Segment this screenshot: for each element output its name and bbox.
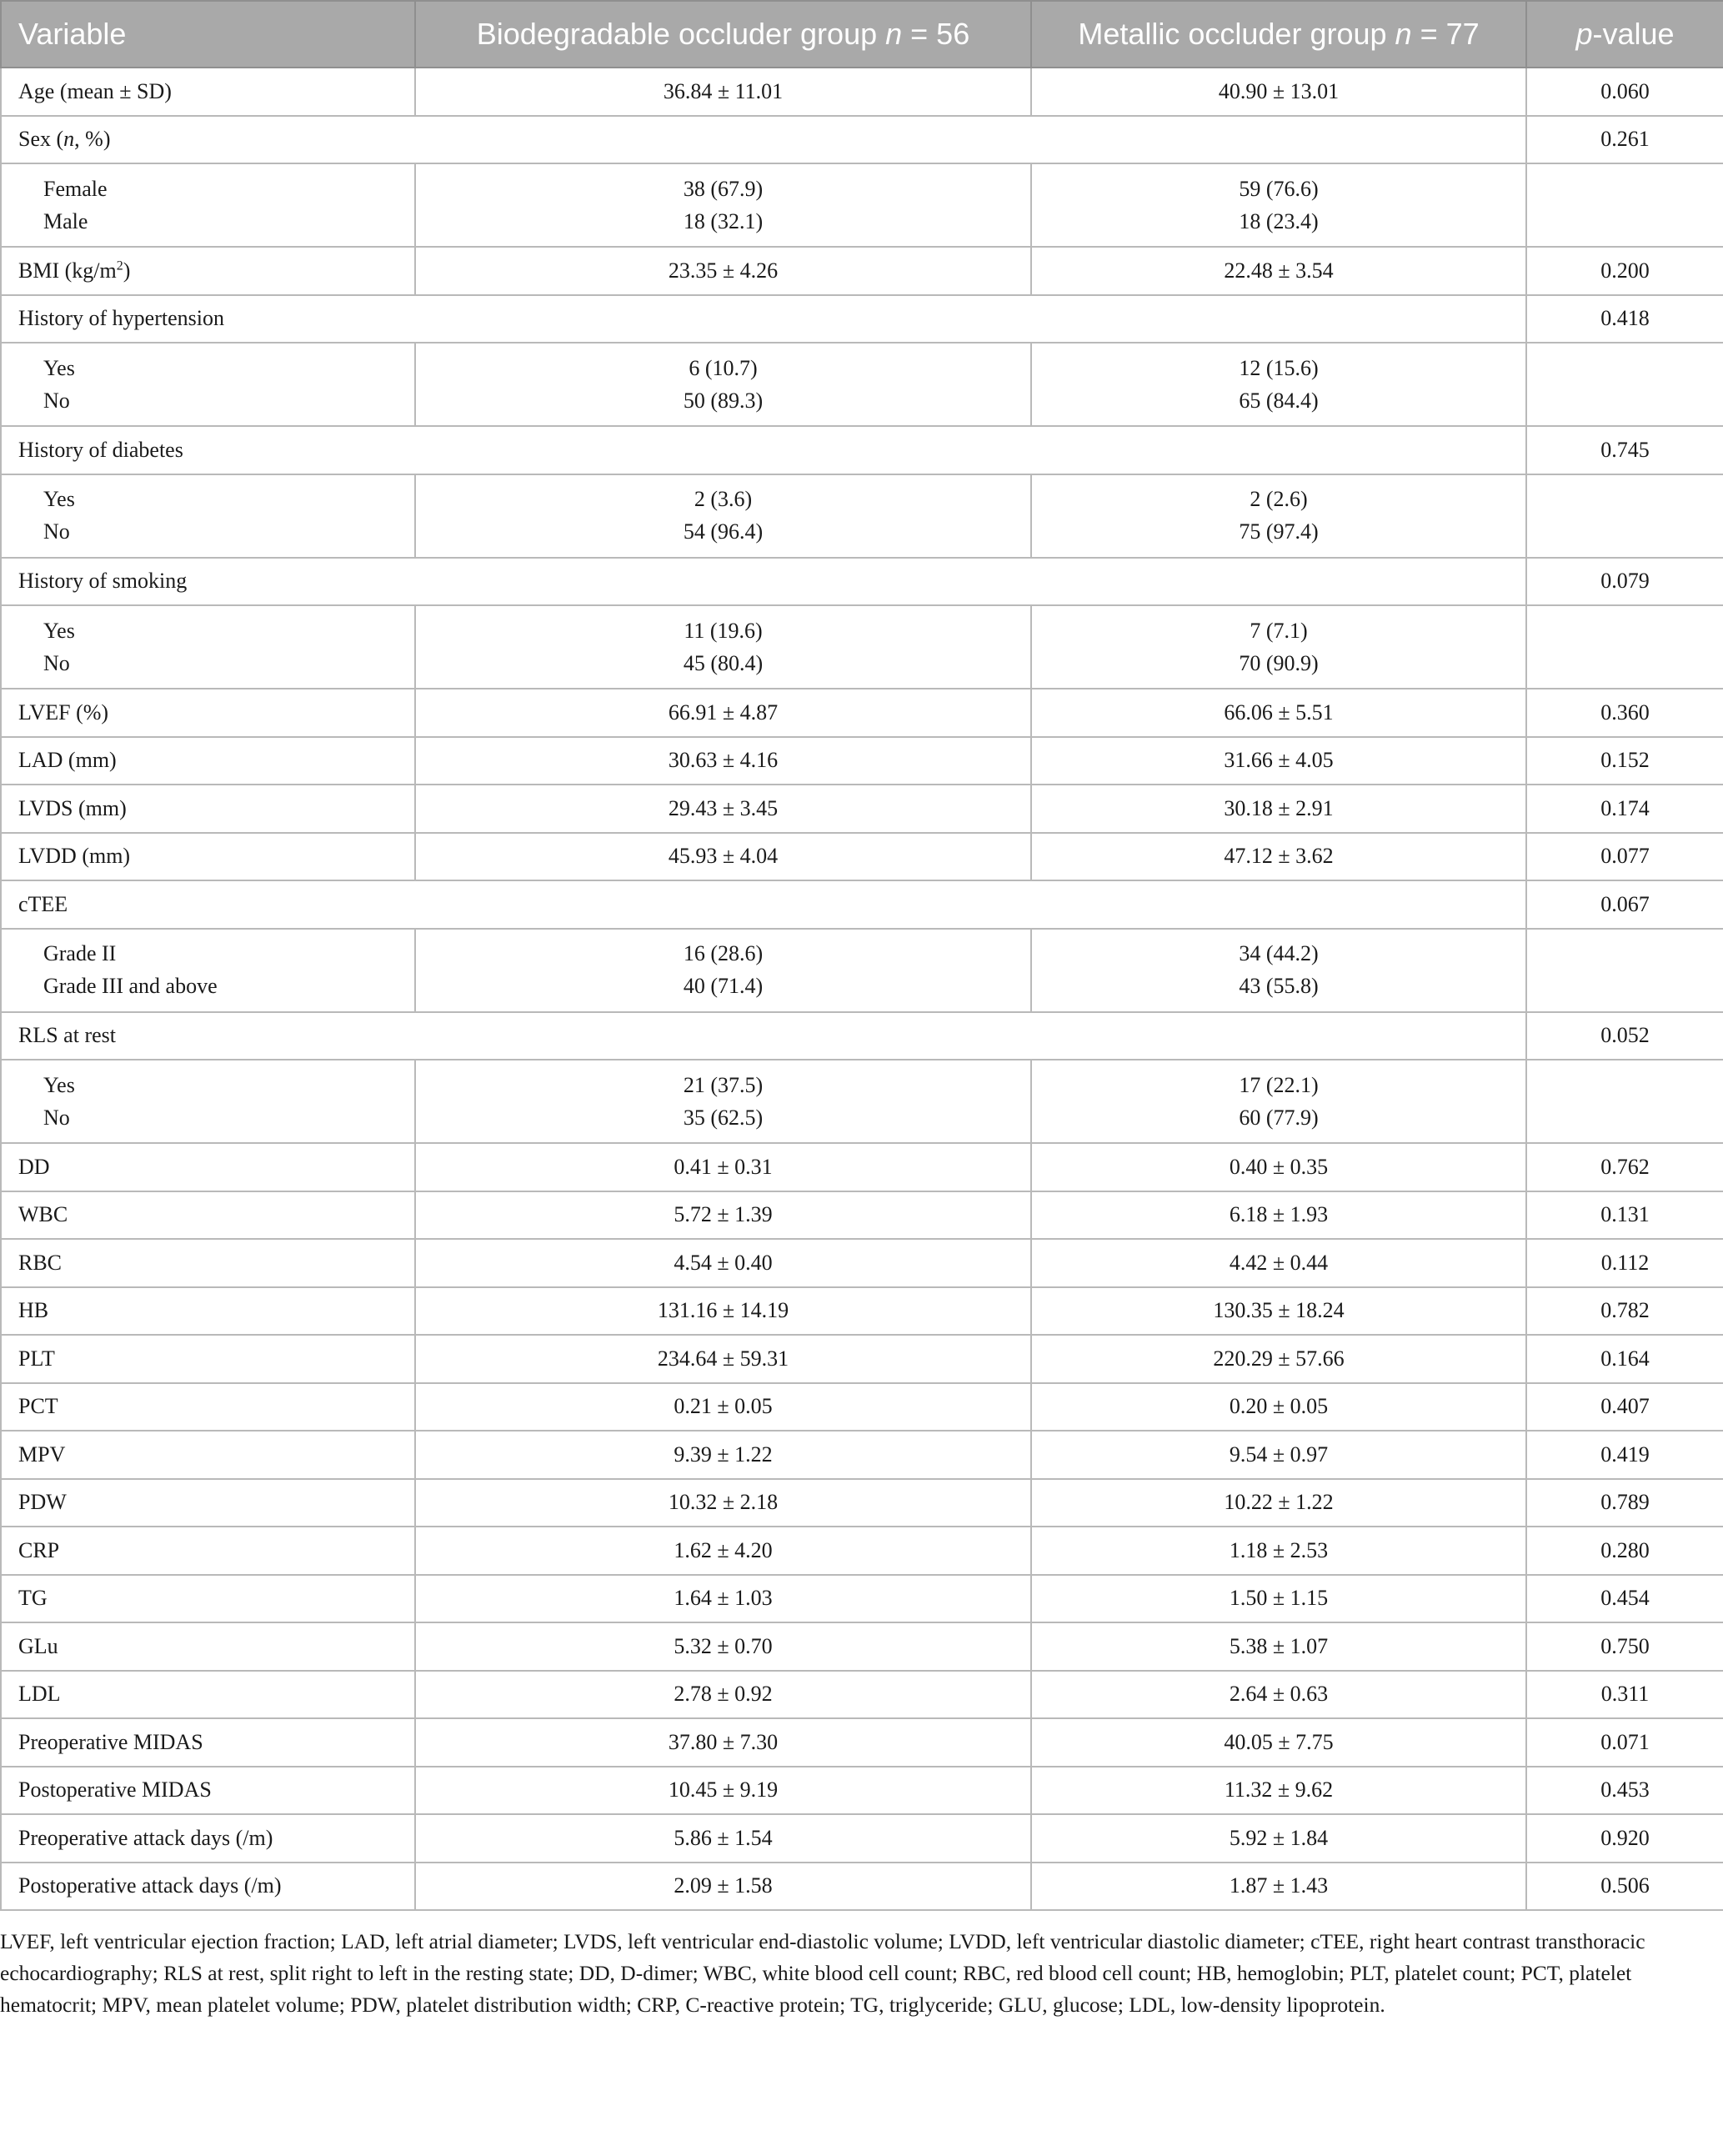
row-label: PCT [1,1383,415,1431]
header-metallic-group [1031,1,1526,68]
row-label: GLu [1,1622,415,1671]
table-row [1,116,1723,164]
p-value: 0.506 [1526,1863,1723,1911]
p-value [1526,384,1723,426]
table-row [1,1287,1723,1336]
label-part: BMI (kg/m [18,258,117,283]
row-label: WBC [1,1191,415,1240]
row-label: RBC [1,1239,415,1287]
row-label: No [1,516,415,558]
table-row [1,1622,1723,1671]
table-row [1,1191,1723,1240]
header-variable: Variable [1,1,415,68]
bio-value: 1.62 ± 4.20 [415,1527,1031,1575]
row-label: LVDS (mm) [1,785,415,833]
table-row [1,605,1723,647]
p-value: 0.750 [1526,1622,1723,1671]
bio-value: 2.09 ± 1.58 [415,1863,1031,1911]
bio-value: 9.39 ± 1.22 [415,1431,1031,1479]
bio-value: 5.86 ± 1.54 [415,1814,1031,1863]
row-label: cTEE [1,880,1526,929]
p-value [1526,343,1723,384]
row-label: HB [1,1287,415,1336]
bio-value: 18 (32.1) [415,205,1031,247]
row-label: TG [1,1575,415,1623]
metal-value: 9.54 ± 0.97 [1031,1431,1526,1479]
metal-value: 1.50 ± 1.15 [1031,1575,1526,1623]
header-bio-n: n [885,17,903,51]
table-row [1,1863,1723,1911]
table-row [1,785,1723,833]
header-met-suffix: = 77 [1411,17,1480,51]
row-label: History of smoking [1,558,1526,606]
metal-value: 2 (2.6) [1031,474,1526,516]
row-label: PDW [1,1479,415,1527]
metal-value: 43 (55.8) [1031,970,1526,1012]
row-label: History of hypertension [1,295,1526,343]
row-label: DD [1,1143,415,1191]
p-value [1526,516,1723,558]
table-row [1,689,1723,737]
metal-value: 1.87 ± 1.43 [1031,1863,1526,1911]
row-label: Postoperative MIDAS [1,1767,415,1815]
header-p: p [1575,17,1593,51]
bio-value: 234.64 ± 59.31 [415,1335,1031,1383]
p-value [1526,605,1723,647]
metal-value: 65 (84.4) [1031,384,1526,426]
p-value: 0.261 [1526,116,1723,164]
p-value [1526,1101,1723,1143]
metal-value: 31.66 ± 4.05 [1031,737,1526,785]
table-row [1,68,1723,116]
row-label: RLS at rest [1,1012,1526,1060]
header-biodegradable-group [415,1,1031,68]
p-value: 0.419 [1526,1431,1723,1479]
table-row [1,163,1723,205]
bio-value: 1.64 ± 1.03 [415,1575,1031,1623]
bio-value: 66.91 ± 4.87 [415,689,1031,737]
header-p-suffix: -value [1592,17,1675,51]
bio-value: 23.35 ± 4.26 [415,247,1031,295]
p-value: 0.174 [1526,785,1723,833]
p-value: 0.077 [1526,833,1723,881]
bio-value: 40 (71.4) [415,970,1031,1012]
metal-value: 2.64 ± 0.63 [1031,1671,1526,1719]
p-value: 0.453 [1526,1767,1723,1815]
metal-value: 0.20 ± 0.05 [1031,1383,1526,1431]
bio-value: 4.54 ± 0.40 [415,1239,1031,1287]
p-value: 0.079 [1526,558,1723,606]
row-label: Yes [1,605,415,647]
bio-value: 35 (62.5) [415,1101,1031,1143]
table-row [1,833,1723,881]
metal-value: 70 (90.9) [1031,647,1526,689]
p-value [1526,970,1723,1012]
header-met-prefix: Metallic occluder group [1078,17,1395,51]
p-value: 0.131 [1526,1191,1723,1240]
table-row [1,1431,1723,1479]
p-value: 0.407 [1526,1383,1723,1431]
bio-value: 5.72 ± 1.39 [415,1191,1031,1240]
p-value: 0.782 [1526,1287,1723,1336]
p-value: 0.311 [1526,1671,1723,1719]
table-row [1,929,1723,970]
table-row [1,1767,1723,1815]
p-value [1526,474,1723,516]
p-value: 0.762 [1526,1143,1723,1191]
table-row [1,1814,1723,1863]
table-row [1,558,1723,606]
p-value: 0.200 [1526,247,1723,295]
bio-value: 11 (19.6) [415,605,1031,647]
bio-value: 36.84 ± 11.01 [415,68,1031,116]
metal-value: 12 (15.6) [1031,343,1526,384]
bio-value: 0.21 ± 0.05 [415,1383,1031,1431]
row-label: Male [1,205,415,247]
table-row [1,1575,1723,1623]
metal-value: 22.48 ± 3.54 [1031,247,1526,295]
label-part: ) [123,258,131,283]
metal-value: 47.12 ± 3.62 [1031,833,1526,881]
row-label: Female [1,163,415,205]
bio-value: 54 (96.4) [415,516,1031,558]
table-footnote: LVEF, left ventricular ejection fraction; LAD, left atrial diameter; LVDS, left ventricular end-diastolic volume; LVDD, left ventricular diastolic diameter; cTEE, right heart contrast transthoracic echocardiography; RLS at rest, split right to left in the resting state; DD, D-dimer; WBC, white blood cell count; RBC, red blood cell count; HB, hemoglobin; PLT, platelet count; PCT, platelet hematocrit; MPV, mean platelet volume; PDW, platelet distribution width; CRP, C-reactive protein; TG, triglyceride; GLU, glucose; LDL, low-density lipoprotein. [0,1929,1645,2017]
bio-value: 50 (89.3) [415,384,1031,426]
table-row [1,1383,1723,1431]
table-row [1,1335,1723,1383]
metal-value: 7 (7.1) [1031,605,1526,647]
p-value: 0.920 [1526,1814,1723,1863]
metal-value: 1.18 ± 2.53 [1031,1527,1526,1575]
row-label: PLT [1,1335,415,1383]
metal-value: 5.38 ± 1.07 [1031,1622,1526,1671]
bio-value: 10.32 ± 2.18 [415,1479,1031,1527]
metal-value: 4.42 ± 0.44 [1031,1239,1526,1287]
row-label: LDL [1,1671,415,1719]
header-met-n: n [1395,17,1412,51]
table-row [1,647,1723,689]
table-row [1,970,1723,1012]
p-value: 0.067 [1526,880,1723,929]
row-label [1,247,415,295]
row-label [1,116,1526,164]
p-value: 0.164 [1526,1335,1723,1383]
metal-value: 40.05 ± 7.75 [1031,1718,1526,1767]
metal-value: 130.35 ± 18.24 [1031,1287,1526,1336]
bio-value: 45 (80.4) [415,647,1031,689]
row-label: Yes [1,1060,415,1101]
p-value: 0.418 [1526,295,1723,343]
row-label: No [1,647,415,689]
row-label: No [1,1101,415,1143]
table-row [1,1101,1723,1143]
metal-value: 59 (76.6) [1031,163,1526,205]
table-row [1,295,1723,343]
table-row [1,1060,1723,1101]
p-value: 0.052 [1526,1012,1723,1060]
bio-value: 6 (10.7) [415,343,1031,384]
metal-value: 40.90 ± 13.01 [1031,68,1526,116]
table-row [1,1718,1723,1767]
metal-value: 60 (77.9) [1031,1101,1526,1143]
row-label: CRP [1,1527,415,1575]
p-value [1526,163,1723,205]
table-row [1,1012,1723,1060]
metal-value: 11.32 ± 9.62 [1031,1767,1526,1815]
table-row [1,1143,1723,1191]
header-bio-prefix: Biodegradable occluder group [476,17,886,51]
row-label: LVEF (%) [1,689,415,737]
metal-value: 220.29 ± 57.66 [1031,1335,1526,1383]
bio-value: 21 (37.5) [415,1060,1031,1101]
bio-value: 45.93 ± 4.04 [415,833,1031,881]
table-row [1,516,1723,558]
table-header-row [1,1,1723,68]
row-label: Postoperative attack days (/m) [1,1863,415,1911]
row-label: Preoperative MIDAS [1,1718,415,1767]
bio-value: 16 (28.6) [415,929,1031,970]
table-row [1,474,1723,516]
row-label: Age (mean ± SD) [1,68,415,116]
bio-value: 0.41 ± 0.31 [415,1143,1031,1191]
label-superscript: 2 [116,258,123,273]
table-row [1,1527,1723,1575]
row-label: LAD (mm) [1,737,415,785]
table-row [1,247,1723,295]
p-value: 0.152 [1526,737,1723,785]
metal-value: 34 (44.2) [1031,929,1526,970]
row-label: No [1,384,415,426]
table-row [1,205,1723,247]
bio-value: 131.16 ± 14.19 [415,1287,1031,1336]
row-label: Yes [1,474,415,516]
metal-value: 5.92 ± 1.84 [1031,1814,1526,1863]
table-row [1,1479,1723,1527]
table-row [1,880,1723,929]
metal-value: 66.06 ± 5.51 [1031,689,1526,737]
row-label: Grade II [1,929,415,970]
row-label: Preoperative attack days (/m) [1,1814,415,1863]
bio-value: 2 (3.6) [415,474,1031,516]
p-value: 0.454 [1526,1575,1723,1623]
bio-value: 10.45 ± 9.19 [415,1767,1031,1815]
p-value [1526,929,1723,970]
p-value [1526,1060,1723,1101]
table-row [1,343,1723,384]
p-value: 0.060 [1526,68,1723,116]
metal-value: 18 (23.4) [1031,205,1526,247]
table-row [1,1239,1723,1287]
row-label: Yes [1,343,415,384]
label-part: , %) [74,127,111,152]
label-part: Sex ( [18,127,64,152]
metal-value: 10.22 ± 1.22 [1031,1479,1526,1527]
table-row [1,384,1723,426]
bio-value: 29.43 ± 3.45 [415,785,1031,833]
p-value: 0.071 [1526,1718,1723,1767]
bio-value: 38 (67.9) [415,163,1031,205]
metal-value: 17 (22.1) [1031,1060,1526,1101]
p-value [1526,647,1723,689]
table-row [1,1671,1723,1719]
header-p-value [1526,1,1723,68]
p-value: 0.789 [1526,1479,1723,1527]
row-label: MPV [1,1431,415,1479]
p-value: 0.360 [1526,689,1723,737]
table-row [1,426,1723,474]
p-value: 0.745 [1526,426,1723,474]
bio-value: 2.78 ± 0.92 [415,1671,1031,1719]
p-value: 0.280 [1526,1527,1723,1575]
metal-value: 75 (97.4) [1031,516,1526,558]
bio-value: 5.32 ± 0.70 [415,1622,1031,1671]
metal-value: 0.40 ± 0.35 [1031,1143,1526,1191]
p-value: 0.112 [1526,1239,1723,1287]
metal-value: 30.18 ± 2.91 [1031,785,1526,833]
table-row [1,737,1723,785]
metal-value: 6.18 ± 1.93 [1031,1191,1526,1240]
header-bio-suffix: = 56 [902,17,970,51]
p-value [1526,205,1723,247]
row-label: LVDD (mm) [1,833,415,881]
row-label: History of diabetes [1,426,1526,474]
row-label: Grade III and above [1,970,415,1012]
bio-value: 30.63 ± 4.16 [415,737,1031,785]
label-italic-n: n [63,127,75,152]
bio-value: 37.80 ± 7.30 [415,1718,1031,1767]
